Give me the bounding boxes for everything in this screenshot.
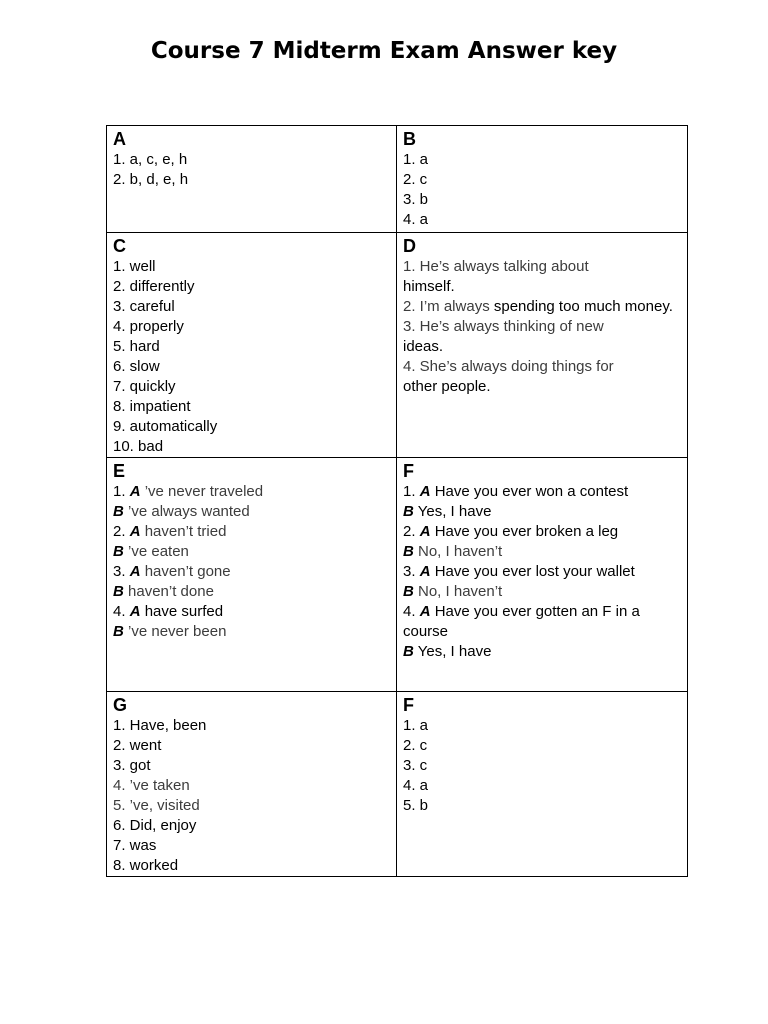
answer-line: 8. impatient — [113, 398, 191, 415]
answer-line: 5. b — [403, 797, 429, 814]
dialogue-line — [113, 482, 390, 502]
answer-line: 2. differently — [113, 278, 195, 295]
answer-line: 6. Did, enjoy — [113, 817, 197, 834]
answer-text: haven’t done — [123, 583, 214, 600]
answer-text: Have you ever won a contest — [430, 483, 629, 500]
section-a-heading: A — [113, 129, 126, 149]
section-b — [397, 126, 688, 233]
item-number: 4. — [113, 603, 130, 620]
speaker-label: B — [403, 543, 414, 560]
answer-line: 7. quickly — [113, 378, 176, 395]
answer-line: 4. ’ve taken — [113, 777, 190, 794]
answer-line: 3. careful — [113, 298, 175, 315]
speaker-label: A — [419, 603, 431, 620]
section-f-second — [397, 692, 688, 877]
dialogue-line — [403, 502, 681, 522]
answer-line: 8. worked — [113, 857, 179, 874]
speaker-label: A — [129, 483, 141, 500]
answer-text: Have you ever gotten an F in a course — [403, 603, 640, 640]
answer-line: 3. got — [113, 757, 151, 774]
answer-line — [403, 297, 681, 317]
answer-line — [403, 377, 681, 397]
answer-line: 3. b — [403, 191, 429, 208]
answer-line: 1. a, c, e, h — [113, 151, 188, 168]
answer-line — [403, 317, 681, 337]
answer-key-table — [106, 125, 688, 877]
item-number: 2. — [113, 523, 130, 540]
answer-text: No, I haven’t — [413, 543, 503, 560]
answer-line: 7. was — [113, 837, 157, 854]
section-c — [107, 233, 397, 458]
answer-line: 1. Have, been — [113, 717, 207, 734]
answer-text: ’ve always wanted — [123, 503, 250, 520]
answer-text: Yes, I have — [413, 643, 492, 660]
section-a — [107, 126, 397, 233]
answer-text: other people. — [403, 378, 491, 395]
dialogue-line — [113, 622, 390, 642]
item-number: 1. — [113, 483, 130, 500]
section-c-heading: C — [113, 236, 126, 256]
section-d-heading: D — [403, 236, 416, 256]
answer-line: 9. automatically — [113, 418, 218, 435]
speaker-label: B — [113, 623, 124, 640]
item-number: 3. — [403, 563, 420, 580]
table-row — [107, 692, 688, 877]
speaker-label: A — [129, 523, 141, 540]
answer-line — [403, 277, 681, 297]
answer-text: ’ve never been — [123, 623, 227, 640]
answer-line: 5. hard — [113, 338, 160, 355]
dialogue-line — [113, 502, 390, 522]
answer-line: 4. a — [403, 777, 429, 794]
section-f-heading: F — [403, 461, 414, 481]
item-number: 4. — [403, 603, 420, 620]
dialogue-line — [403, 602, 681, 642]
table-row — [107, 233, 688, 458]
section-g-heading: G — [113, 695, 128, 715]
dialogue-line — [403, 562, 681, 582]
section-d — [397, 233, 688, 458]
answer-line: 6. slow — [113, 358, 160, 375]
answer-text: Have you ever lost your wallet — [430, 563, 635, 580]
answer-line: 2. went — [113, 737, 162, 754]
answer-text: No, I haven’t — [413, 583, 503, 600]
answer-line: 4. a — [403, 211, 429, 228]
answer-line: 10. bad — [113, 438, 164, 455]
item-number: 2. — [403, 523, 420, 540]
answer-text: haven’t gone — [140, 563, 231, 580]
speaker-label: B — [113, 543, 124, 560]
dialogue-line — [403, 582, 681, 602]
answer-text: himself. — [403, 278, 455, 295]
answer-line: 2. b, d, e, h — [113, 171, 189, 188]
speaker-label: A — [419, 523, 431, 540]
table-row — [107, 458, 688, 692]
speaker-label: B — [403, 583, 414, 600]
answer-line: 2. c — [403, 737, 428, 754]
answer-line: 4. properly — [113, 318, 184, 335]
section-e-heading: E — [113, 461, 126, 481]
dialogue-line — [403, 482, 681, 502]
answer-line: 1. a — [403, 151, 429, 168]
answer-text: 1. He’s always talking about — [403, 258, 589, 275]
dialogue-line — [403, 542, 681, 562]
section-g — [107, 692, 397, 877]
answer-line — [403, 337, 681, 357]
answer-text: spending too much money. — [489, 298, 673, 315]
answer-text: have surfed — [140, 603, 224, 620]
speaker-label: A — [129, 603, 141, 620]
page-title: Course 7 Midterm Exam Answer key — [150, 38, 618, 64]
speaker-label: B — [113, 583, 124, 600]
answer-text: ideas. — [403, 338, 444, 355]
dialogue-line — [403, 642, 681, 662]
speaker-label: B — [403, 643, 414, 660]
answer-text: 4. She’s always doing things for — [403, 358, 614, 375]
speaker-label: A — [129, 563, 141, 580]
item-number: 1. — [403, 483, 420, 500]
speaker-label: A — [419, 483, 431, 500]
answer-text: haven’t tried — [140, 523, 227, 540]
section-f — [397, 458, 688, 692]
dialogue-line — [113, 522, 390, 542]
answer-text: Yes, I have — [413, 503, 492, 520]
answer-text: 3. He’s always thinking of new — [403, 318, 604, 335]
answer-line: 3. c — [403, 757, 428, 774]
dialogue-line — [113, 582, 390, 602]
answer-line: 1. a — [403, 717, 429, 734]
dialogue-line — [113, 602, 390, 622]
speaker-label: B — [113, 503, 124, 520]
speaker-label: B — [403, 503, 414, 520]
dialogue-line — [113, 562, 390, 582]
answer-text: ’ve never traveled — [140, 483, 264, 500]
item-number: 3. — [113, 563, 130, 580]
section-e — [107, 458, 397, 692]
answer-text: Have you ever broken a leg — [430, 523, 619, 540]
section-b-heading: B — [403, 129, 416, 149]
answer-line: 1. well — [113, 258, 156, 275]
answer-line — [403, 257, 681, 277]
dialogue-line — [113, 542, 390, 562]
section-f-second-heading: F — [403, 695, 414, 715]
answer-line: 2. c — [403, 171, 428, 188]
answer-text: ’ve eaten — [123, 543, 189, 560]
answer-line — [403, 357, 681, 377]
table-row — [107, 126, 688, 233]
dialogue-line — [403, 522, 681, 542]
answer-line: 5. ’ve, visited — [113, 797, 200, 814]
answer-text: 2. I’m always — [403, 298, 490, 315]
speaker-label: A — [419, 563, 431, 580]
